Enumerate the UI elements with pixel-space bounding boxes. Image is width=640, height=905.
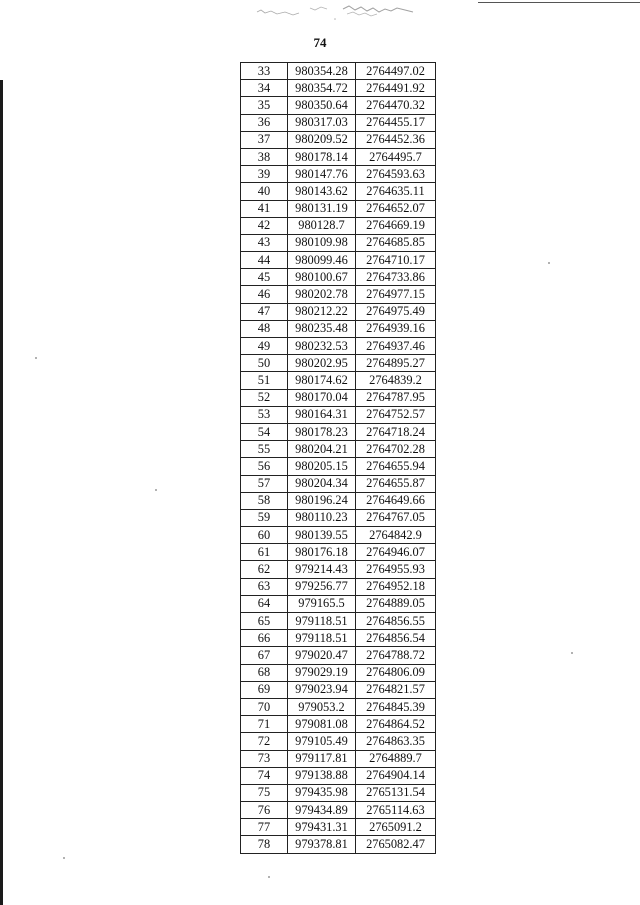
table-row [241, 217, 436, 234]
table-row [241, 561, 436, 578]
coordinates-table-body [241, 63, 436, 854]
table-row [241, 406, 436, 423]
table-row [241, 475, 436, 492]
table-row [241, 716, 436, 733]
x-coordinate-cell: 980205.15 [288, 458, 356, 475]
y-coordinate-cell: 2764767.05 [356, 509, 436, 526]
table-row [241, 389, 436, 406]
scan-top-line [478, 2, 640, 3]
point-number-cell: 55 [241, 441, 288, 458]
point-number-cell: 64 [241, 595, 288, 612]
table-row [241, 492, 436, 509]
x-coordinate-cell: 979117.81 [288, 750, 356, 767]
x-coordinate-cell: 980178.23 [288, 423, 356, 440]
y-coordinate-cell: 2764788.72 [356, 647, 436, 664]
point-number-cell: 61 [241, 544, 288, 561]
table-row [241, 509, 436, 526]
scan-noise [255, 0, 420, 22]
x-coordinate-cell: 979214.43 [288, 561, 356, 578]
table-row [241, 836, 436, 853]
point-number-cell: 44 [241, 252, 288, 269]
point-number-cell: 51 [241, 372, 288, 389]
point-number-cell: 59 [241, 509, 288, 526]
y-coordinate-cell: 2764939.16 [356, 320, 436, 337]
y-coordinate-cell: 2765082.47 [356, 836, 436, 853]
y-coordinate-cell: 2764856.55 [356, 613, 436, 630]
x-coordinate-cell: 979435.98 [288, 784, 356, 801]
x-coordinate-cell: 980109.98 [288, 234, 356, 251]
x-coordinate-cell: 979138.88 [288, 767, 356, 784]
scan-speck [63, 857, 65, 859]
y-coordinate-cell: 2764652.07 [356, 200, 436, 217]
table-row [241, 750, 436, 767]
table-row [241, 269, 436, 286]
point-number-cell: 68 [241, 664, 288, 681]
table-row [241, 303, 436, 320]
point-number-cell: 42 [241, 217, 288, 234]
y-coordinate-cell: 2764842.9 [356, 527, 436, 544]
point-number-cell: 57 [241, 475, 288, 492]
point-number-cell: 73 [241, 750, 288, 767]
x-coordinate-cell: 979023.94 [288, 681, 356, 698]
y-coordinate-cell: 2764733.86 [356, 269, 436, 286]
y-coordinate-cell: 2764806.09 [356, 664, 436, 681]
y-coordinate-cell: 2764821.57 [356, 681, 436, 698]
y-coordinate-cell: 2764845.39 [356, 698, 436, 715]
y-coordinate-cell: 2764952.18 [356, 578, 436, 595]
table-row [241, 802, 436, 819]
point-number-cell: 69 [241, 681, 288, 698]
table-row [241, 338, 436, 355]
table-row [241, 423, 436, 440]
point-number-cell: 67 [241, 647, 288, 664]
table-row [241, 544, 436, 561]
x-coordinate-cell: 980139.55 [288, 527, 356, 544]
y-coordinate-cell: 2764495.7 [356, 148, 436, 165]
point-number-cell: 34 [241, 80, 288, 97]
x-coordinate-cell: 979029.19 [288, 664, 356, 681]
scan-speck [268, 876, 270, 878]
table-row [241, 681, 436, 698]
point-number-cell: 48 [241, 320, 288, 337]
y-coordinate-cell: 2764710.17 [356, 252, 436, 269]
x-coordinate-cell: 980202.95 [288, 355, 356, 372]
table-row [241, 630, 436, 647]
x-coordinate-cell: 979118.51 [288, 613, 356, 630]
y-coordinate-cell: 2764955.93 [356, 561, 436, 578]
y-coordinate-cell: 2764655.87 [356, 475, 436, 492]
table-row [241, 234, 436, 251]
y-coordinate-cell: 2764593.63 [356, 166, 436, 183]
table-row [241, 698, 436, 715]
point-number-cell: 71 [241, 716, 288, 733]
x-coordinate-cell: 980099.46 [288, 252, 356, 269]
y-coordinate-cell: 2764685.85 [356, 234, 436, 251]
y-coordinate-cell: 2764649.66 [356, 492, 436, 509]
x-coordinate-cell: 979434.89 [288, 802, 356, 819]
y-coordinate-cell: 2764864.52 [356, 716, 436, 733]
point-number-cell: 35 [241, 97, 288, 114]
point-number-cell: 62 [241, 561, 288, 578]
y-coordinate-cell: 2765114.63 [356, 802, 436, 819]
y-coordinate-cell: 2764452.36 [356, 131, 436, 148]
x-coordinate-cell: 979081.08 [288, 716, 356, 733]
table-row [241, 355, 436, 372]
table-row [241, 131, 436, 148]
point-number-cell: 56 [241, 458, 288, 475]
point-number-cell: 33 [241, 63, 288, 80]
y-coordinate-cell: 2764655.94 [356, 458, 436, 475]
x-coordinate-cell: 980174.62 [288, 372, 356, 389]
point-number-cell: 36 [241, 114, 288, 131]
table-row [241, 320, 436, 337]
y-coordinate-cell: 2764497.02 [356, 63, 436, 80]
point-number-cell: 52 [241, 389, 288, 406]
table-row [241, 252, 436, 269]
x-coordinate-cell: 980202.78 [288, 286, 356, 303]
point-number-cell: 40 [241, 183, 288, 200]
y-coordinate-cell: 2764702.28 [356, 441, 436, 458]
table-row [241, 80, 436, 97]
y-coordinate-cell: 2764856.54 [356, 630, 436, 647]
y-coordinate-cell: 2764889.7 [356, 750, 436, 767]
y-coordinate-cell: 2764889.05 [356, 595, 436, 612]
x-coordinate-cell: 979118.51 [288, 630, 356, 647]
scan-left-edge [0, 80, 3, 905]
point-number-cell: 54 [241, 423, 288, 440]
x-coordinate-cell: 980196.24 [288, 492, 356, 509]
x-coordinate-cell: 980176.18 [288, 544, 356, 561]
table-row [241, 733, 436, 750]
point-number-cell: 50 [241, 355, 288, 372]
point-number-cell: 41 [241, 200, 288, 217]
y-coordinate-cell: 2764895.27 [356, 355, 436, 372]
x-coordinate-cell: 979020.47 [288, 647, 356, 664]
x-coordinate-cell: 980164.31 [288, 406, 356, 423]
y-coordinate-cell: 2764787.95 [356, 389, 436, 406]
x-coordinate-cell: 979105.49 [288, 733, 356, 750]
x-coordinate-cell: 979431.31 [288, 819, 356, 836]
table-row [241, 458, 436, 475]
y-coordinate-cell: 2764752.57 [356, 406, 436, 423]
y-coordinate-cell: 2764718.24 [356, 423, 436, 440]
coordinates-table [240, 62, 436, 854]
point-number-cell: 76 [241, 802, 288, 819]
table-row [241, 595, 436, 612]
x-coordinate-cell: 980354.72 [288, 80, 356, 97]
table-row [241, 647, 436, 664]
point-number-cell: 63 [241, 578, 288, 595]
y-coordinate-cell: 2764470.32 [356, 97, 436, 114]
scan-speck [35, 357, 37, 359]
point-number-cell: 75 [241, 784, 288, 801]
x-coordinate-cell: 980100.67 [288, 269, 356, 286]
point-number-cell: 43 [241, 234, 288, 251]
x-coordinate-cell: 979053.2 [288, 698, 356, 715]
table-row [241, 183, 436, 200]
y-coordinate-cell: 2764946.07 [356, 544, 436, 561]
table-row [241, 200, 436, 217]
x-coordinate-cell: 980204.34 [288, 475, 356, 492]
x-coordinate-cell: 980317.03 [288, 114, 356, 131]
point-number-cell: 74 [241, 767, 288, 784]
point-number-cell: 46 [241, 286, 288, 303]
point-number-cell: 65 [241, 613, 288, 630]
table-row [241, 784, 436, 801]
point-number-cell: 45 [241, 269, 288, 286]
table-row [241, 441, 436, 458]
page-number: 74 [313, 35, 327, 50]
point-number-cell: 72 [241, 733, 288, 750]
x-coordinate-cell: 980350.64 [288, 97, 356, 114]
table-row [241, 148, 436, 165]
x-coordinate-cell: 980128.7 [288, 217, 356, 234]
point-number-cell: 78 [241, 836, 288, 853]
point-number-cell: 58 [241, 492, 288, 509]
x-coordinate-cell: 980178.14 [288, 148, 356, 165]
table-row [241, 286, 436, 303]
y-coordinate-cell: 2764975.49 [356, 303, 436, 320]
x-coordinate-cell: 980235.48 [288, 320, 356, 337]
x-coordinate-cell: 980110.23 [288, 509, 356, 526]
y-coordinate-cell: 2764863.35 [356, 733, 436, 750]
scan-speck [155, 489, 157, 491]
point-number-cell: 70 [241, 698, 288, 715]
x-coordinate-cell: 979165.5 [288, 595, 356, 612]
point-number-cell: 37 [241, 131, 288, 148]
x-coordinate-cell: 980232.53 [288, 338, 356, 355]
table-row [241, 97, 436, 114]
table-row [241, 63, 436, 80]
x-coordinate-cell: 980131.19 [288, 200, 356, 217]
scan-speck [571, 652, 573, 654]
y-coordinate-cell: 2765131.54 [356, 784, 436, 801]
x-coordinate-cell: 980143.62 [288, 183, 356, 200]
point-number-cell: 77 [241, 819, 288, 836]
table-row [241, 372, 436, 389]
y-coordinate-cell: 2764669.19 [356, 217, 436, 234]
table-row [241, 664, 436, 681]
x-coordinate-cell: 980147.76 [288, 166, 356, 183]
x-coordinate-cell: 980212.22 [288, 303, 356, 320]
y-coordinate-cell: 2764904.14 [356, 767, 436, 784]
table-row [241, 819, 436, 836]
table-row [241, 578, 436, 595]
y-coordinate-cell: 2764491.92 [356, 80, 436, 97]
x-coordinate-cell: 980204.21 [288, 441, 356, 458]
y-coordinate-cell: 2765091.2 [356, 819, 436, 836]
point-number-cell: 38 [241, 148, 288, 165]
table-row [241, 527, 436, 544]
x-coordinate-cell: 980354.28 [288, 63, 356, 80]
table-row [241, 114, 436, 131]
x-coordinate-cell: 980170.04 [288, 389, 356, 406]
y-coordinate-cell: 2764937.46 [356, 338, 436, 355]
y-coordinate-cell: 2764455.17 [356, 114, 436, 131]
x-coordinate-cell: 980209.52 [288, 131, 356, 148]
y-coordinate-cell: 2764635.11 [356, 183, 436, 200]
point-number-cell: 53 [241, 406, 288, 423]
point-number-cell: 39 [241, 166, 288, 183]
point-number-cell: 60 [241, 527, 288, 544]
table-row [241, 613, 436, 630]
x-coordinate-cell: 979378.81 [288, 836, 356, 853]
table-row [241, 767, 436, 784]
point-number-cell: 66 [241, 630, 288, 647]
table-row [241, 166, 436, 183]
point-number-cell: 47 [241, 303, 288, 320]
y-coordinate-cell: 2764839.2 [356, 372, 436, 389]
x-coordinate-cell: 979256.77 [288, 578, 356, 595]
point-number-cell: 49 [241, 338, 288, 355]
y-coordinate-cell: 2764977.15 [356, 286, 436, 303]
scan-speck [548, 262, 550, 264]
